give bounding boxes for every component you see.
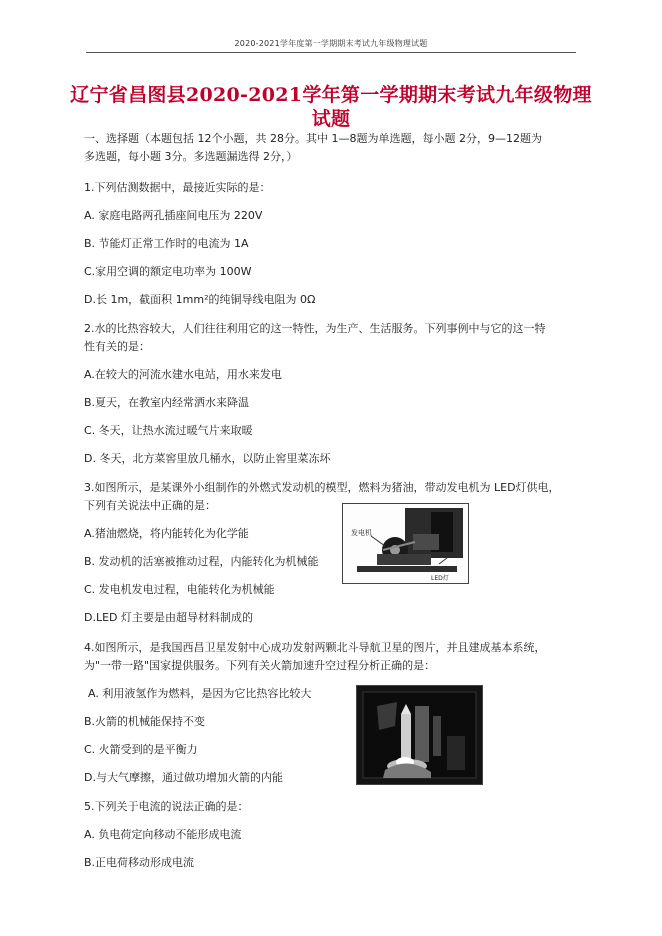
q5-option-a: A. 负电荷定向移动不能形成电流 bbox=[84, 828, 242, 841]
document-title-line1: 辽宁省昌图县2020-2021学年第一学期期末考试九年级物理 bbox=[70, 84, 592, 106]
q3-stem-line2: 下列有关说法中正确的是： bbox=[84, 499, 216, 512]
q2-stem-line1: 2.水的比热容较大，人们往往利用它的这一特性，为生产、生活服务。下列事例中与它的这一特 bbox=[84, 322, 546, 335]
q4-option-d: D.与大气摩擦，通过做功增加火箭的内能 bbox=[84, 771, 283, 784]
q3-option-a: A.猪油燃烧，将内能转化为化学能 bbox=[84, 527, 249, 540]
q2-option-c: C. 冬天，让热水流过暖气片来取暖 bbox=[84, 424, 253, 437]
q2-option-d: D. 冬天，北方菜窖里放几桶水，以防止窖里菜冻坏 bbox=[84, 452, 331, 465]
section-instructions-line2: 多选题，每小题 3分。多选题漏选得 2分，） bbox=[84, 150, 298, 163]
document-title-line2: 试题 bbox=[311, 108, 351, 130]
q5-option-b: B.正电荷移动形成电流 bbox=[84, 856, 195, 869]
q3-stem-line1: 3.如图所示，是某课外小组制作的外燃式发动机的模型，燃料为猪油，带动发电机为 LED灯供电， bbox=[84, 481, 560, 494]
q4-stem-line2: 为"一带一路"国家提供服务。下列有关火箭加速升空过程分析正确的是： bbox=[84, 659, 436, 672]
q1-stem: 1.下列估测数据中，最接近实际的是： bbox=[84, 181, 271, 194]
page-header: 2020-2021学年度第一学期期末考试九年级物理试题 bbox=[234, 39, 428, 48]
q1-option-d: D.长 1m，截面积 1mm²的纯铜导线电阻为 0Ω bbox=[84, 293, 316, 306]
q2-stem-line2: 性有关的是： bbox=[84, 340, 150, 353]
q4-option-b: B.火箭的机械能保持不变 bbox=[84, 715, 206, 728]
q3-option-d: D.LED 灯主要是由超导材料制成的 bbox=[84, 611, 254, 624]
header-rule bbox=[86, 52, 576, 53]
engine-model-figure bbox=[342, 503, 469, 584]
q3-option-b: B. 发动机的活塞被推动过程，内能转化为机械能 bbox=[84, 555, 319, 568]
q4-option-a: A. 利用液氢作为燃料，是因为它比热容比较大 bbox=[88, 687, 312, 700]
q5-stem: 5.下列关于电流的说法正确的是： bbox=[84, 800, 249, 813]
led-label: LED灯 bbox=[431, 575, 449, 582]
q2-option-a: A.在较大的河流水建水电站，用水来发电 bbox=[84, 368, 282, 381]
q1-option-a: A. 家庭电路两孔插座间电压为 220V bbox=[84, 209, 263, 222]
q1-option-c: C.家用空调的额定电功率为 100W bbox=[84, 265, 252, 278]
section-instructions-line1: 一、选择题（本题包括 12个小题，共 28分。其中 1—8题为单选题，每小题 2分，9—12题为 bbox=[84, 132, 542, 145]
q3-option-c: C. 发电机发电过程，电能转化为机械能 bbox=[84, 583, 275, 596]
q4-option-c: C. 火箭受到的是平衡力 bbox=[84, 743, 198, 756]
q2-option-b: B.夏天，在教室内经常洒水来降温 bbox=[84, 396, 250, 409]
generator-label: 发电机 bbox=[351, 529, 372, 537]
rocket-launch-figure bbox=[356, 685, 483, 785]
q4-stem-line1: 4.如图所示，是我国西昌卫星发射中心成功发射两颗北斗导航卫星的图片，并且建成基本系统， bbox=[84, 641, 546, 654]
q1-option-b: B. 节能灯正常工作时的电流为 1A bbox=[84, 237, 249, 250]
